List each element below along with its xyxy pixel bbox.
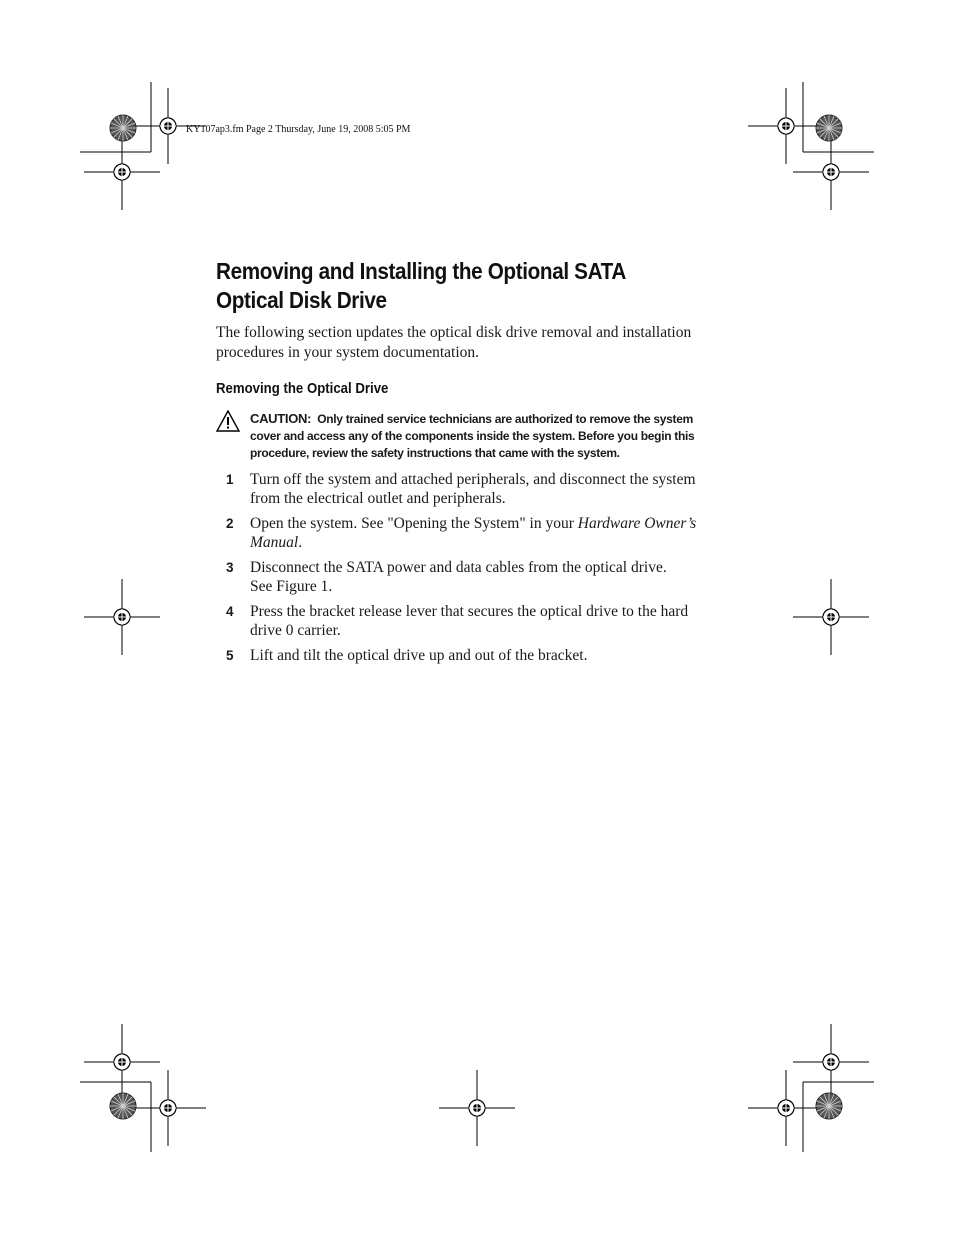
page-title xyxy=(216,257,716,315)
step-item xyxy=(216,470,716,508)
section-heading: Removing the Optical Drive xyxy=(216,380,389,397)
step-line: from the electrical outlet and peripherals. xyxy=(250,490,506,507)
step-line: drive 0 carrier. xyxy=(250,622,341,639)
step-text xyxy=(250,470,716,508)
warning-triangle-icon xyxy=(216,410,240,432)
step-line xyxy=(250,514,716,533)
step-line: Press the bracket release lever that secures the optical drive to the hard xyxy=(250,603,689,620)
step-item xyxy=(216,514,716,552)
file-slug: KY107ap3.fm Page 2 Thursday, June 19, 2008 5:05 PM xyxy=(186,124,411,135)
manual-title-part-1: Hardware Owner’s xyxy=(577,515,697,532)
page-title-line-2: Optical Disk Drive xyxy=(216,287,387,313)
caution-line-3: procedure, review the safety instructions that came with the system. xyxy=(250,446,620,460)
step-number: 2 xyxy=(226,516,234,531)
step-text-prefix: Open the system. See "Opening the System" in your xyxy=(250,515,578,532)
step-text xyxy=(250,514,716,552)
intro-line-2: procedures in your system documentation. xyxy=(216,343,480,361)
step-item xyxy=(216,602,716,640)
step-text-suffix: . xyxy=(298,534,303,551)
step-line: Turn off the system and attached peripherals, and disconnect the system xyxy=(250,471,696,488)
manual-title-part-2: Manual xyxy=(250,534,299,551)
page-content xyxy=(216,257,716,671)
step-number: 3 xyxy=(226,560,234,575)
page-title-line-1: Removing and Installing the Optional SATA xyxy=(216,258,626,284)
step-item xyxy=(216,646,716,665)
intro-paragraph xyxy=(216,323,716,362)
procedure-steps xyxy=(216,470,716,665)
caution-line-1: Only trained service technicians are authorized to remove the system xyxy=(317,412,693,426)
step-text xyxy=(250,558,716,596)
caution-text xyxy=(250,410,716,462)
caution-notice xyxy=(216,410,716,462)
step-line xyxy=(250,533,716,552)
step-number: 4 xyxy=(226,604,234,619)
step-number: 5 xyxy=(226,648,234,663)
step-number: 1 xyxy=(226,472,234,487)
step-item xyxy=(216,558,716,596)
caution-label: CAUTION: xyxy=(250,411,312,426)
step-line: Lift and tilt the optical drive up and out of the bracket. xyxy=(250,647,588,664)
caution-line-2: cover and access any of the components inside the system. Before you begin this xyxy=(250,429,695,443)
step-line: Disconnect the SATA power and data cables from the optical drive. xyxy=(250,559,667,576)
step-text xyxy=(250,602,716,640)
step-text xyxy=(250,646,716,665)
intro-line-1: The following section updates the optical disk drive removal and installation xyxy=(216,324,692,341)
step-line: See Figure 1. xyxy=(250,578,333,595)
